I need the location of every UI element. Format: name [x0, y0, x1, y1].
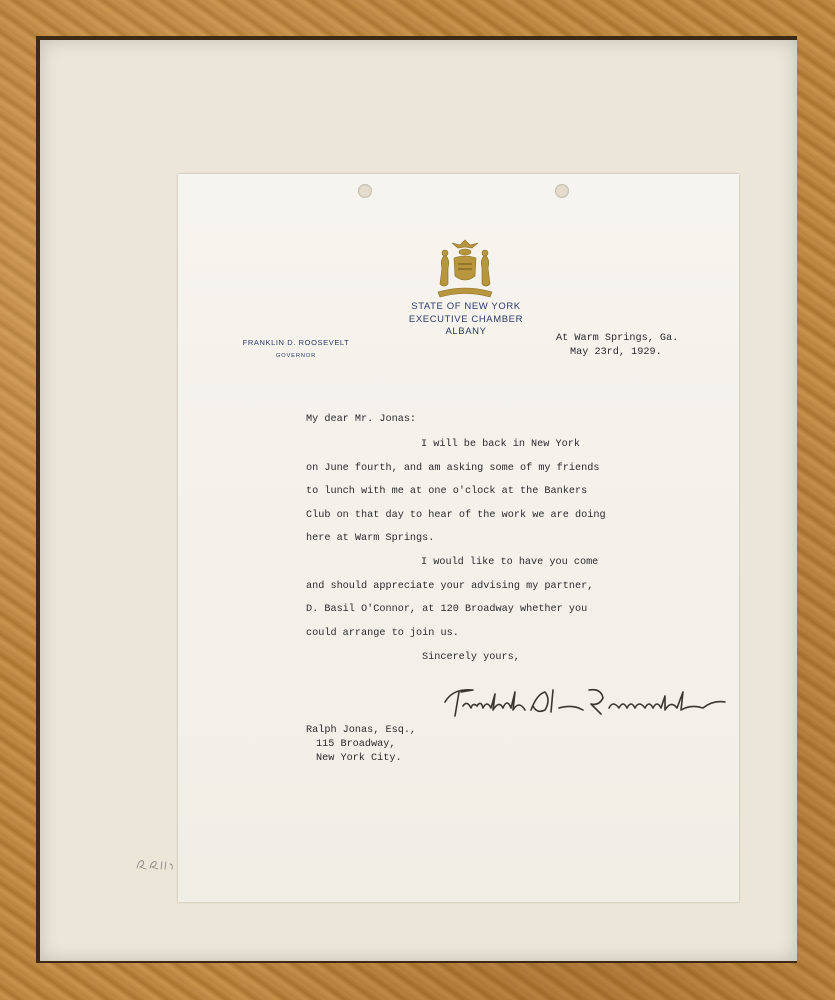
signature [433, 670, 738, 732]
governor-name: FRANKLIN D. ROOSEVELT [242, 338, 350, 347]
body-line: I would like to have you come [421, 556, 599, 568]
body-line: could arrange to join us. [306, 627, 459, 639]
place: At Warm Springs, Ga. [556, 333, 679, 344]
place-date-block [556, 332, 678, 360]
body-line: D. Basil O'Connor, at 120 Broadway whether you [306, 604, 588, 616]
recipient-street: 115 Broadway, [316, 738, 396, 750]
salutation: My dear Mr. Jonas: [306, 414, 417, 425]
date: May 23rd, 1929. [570, 347, 662, 358]
body-line: Club on that day to hear of the work we are doing [306, 509, 606, 521]
state-seal-icon [430, 238, 500, 300]
body-line: on June fourth, and am asking some of my friends [306, 462, 600, 474]
closing: Sincerely yours, [422, 652, 520, 663]
governor-title: GOVERNOR [275, 353, 317, 359]
body-line: to lunch with me at one o'clock at the Bankers [306, 486, 588, 498]
recipient-address [306, 724, 416, 765]
letter-body [306, 439, 626, 651]
pencil-notation [134, 856, 176, 872]
punch-hole-left [358, 184, 372, 198]
recipient-city: New York City. [316, 752, 402, 764]
body-line: and should appreciate your advising my partner, [306, 580, 594, 592]
body-line: here at Warm Springs. [306, 533, 435, 545]
body-line: I will be back in New York [421, 439, 580, 450]
recipient-name: Ralph Jonas, Esq., [306, 725, 417, 736]
letterhead-line-state: STATE OF NEW YORK [411, 301, 521, 312]
letterhead [376, 301, 556, 339]
letterhead-line-city: ALBANY [445, 326, 487, 337]
punch-hole-right [555, 184, 569, 198]
letter-page [178, 174, 739, 902]
mat-board [40, 40, 797, 961]
governor-block [206, 338, 386, 359]
letterhead-line-chamber: EXECUTIVE CHAMBER [408, 313, 524, 325]
